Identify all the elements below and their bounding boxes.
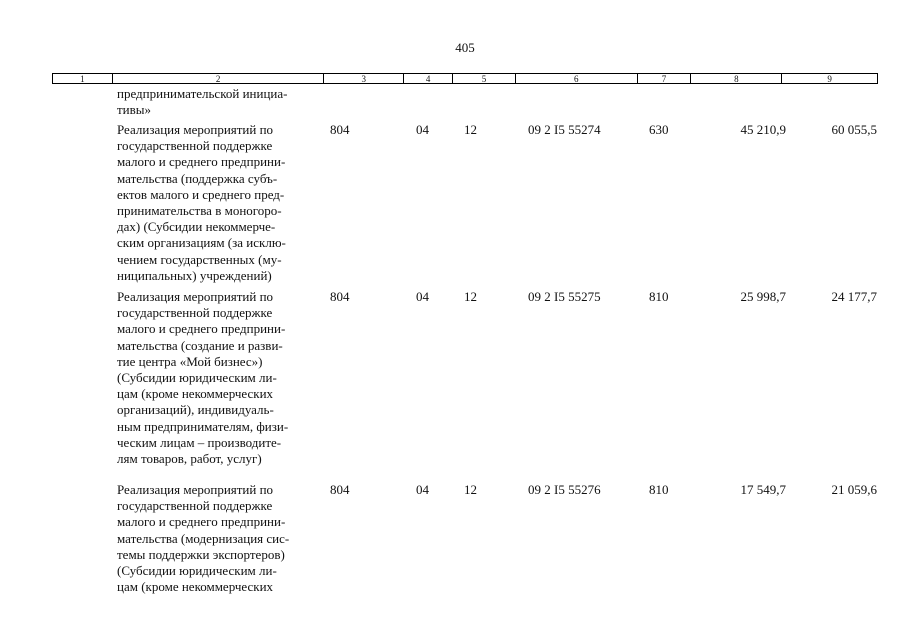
row-amount-9: 60 055,5 [831, 122, 877, 137]
row-amount-8: 45 210,9 [740, 122, 786, 137]
row-code-6: 09 2 I5 55274 [528, 122, 601, 137]
table-row [0, 86, 905, 120]
row-code-7: 630 [649, 122, 669, 137]
column-header-7: 7 [638, 74, 692, 83]
row-amount-9: 24 177,7 [831, 289, 877, 304]
table-row [0, 122, 905, 287]
row-code-4: 04 [416, 289, 429, 304]
row-description: Реализация мероприятий по государственной поддержке малого и среднего предприни- мательства (модернизация сис- темы поддержки экспортеров) (Субсидии юридическим ли- цам (кроме некоммерческих [117, 482, 290, 595]
column-header-6: 6 [516, 74, 638, 83]
row-amount-8: 17 549,7 [740, 482, 786, 497]
row-code-3: 804 [330, 122, 350, 137]
row-code-7: 810 [649, 289, 669, 304]
row-code-4: 04 [416, 122, 429, 137]
page-number: 405 [455, 40, 475, 55]
table-header-row [52, 73, 878, 84]
row-amount-8: 25 998,7 [740, 289, 786, 304]
column-header-9: 9 [827, 74, 832, 84]
column-header-8: 8 [691, 74, 782, 83]
table-row [0, 289, 905, 482]
row-code-3: 804 [330, 289, 350, 304]
column-header-5: 5 [453, 74, 516, 83]
row-code-5: 12 [464, 122, 477, 137]
row-description: Реализация мероприятий по государственной поддержке малого и среднего предприни- мательства (поддержка субъ- ектов малого и среднего пред- принимательства в моногоро- дах) (Субсидии некоммерче- ским организациям (за исклю- чением государственных (му- ниципальных) учреждений) [117, 122, 286, 283]
column-header-2: 2 [113, 74, 324, 83]
row-code-5: 12 [464, 482, 477, 497]
row-description: предпринимательской инициа- тивы» [117, 86, 288, 118]
row-code-5: 12 [464, 289, 477, 304]
row-description: Реализация мероприятий по государственной поддержке малого и среднего предприни- мательства (создание и разви- тие центра «Мой бизнес») (Субсидии юридическим ли- цам (кроме некоммерческих организаций), индивидуаль- ным предпринимателям, физи- ческим лицам – производите- лям товаров, работ, услуг) [117, 289, 289, 467]
column-header-3: 3 [324, 74, 404, 83]
row-code-6: 09 2 I5 55275 [528, 289, 601, 304]
row-code-7: 810 [649, 482, 669, 497]
column-header-4: 4 [404, 74, 453, 83]
row-code-6: 09 2 I5 55276 [528, 482, 601, 497]
table-body [0, 86, 905, 598]
row-code-3: 804 [330, 482, 350, 497]
table-row [0, 482, 905, 602]
row-amount-9: 21 059,6 [831, 482, 877, 497]
column-header-1: 1 [53, 74, 113, 83]
row-code-4: 04 [416, 482, 429, 497]
